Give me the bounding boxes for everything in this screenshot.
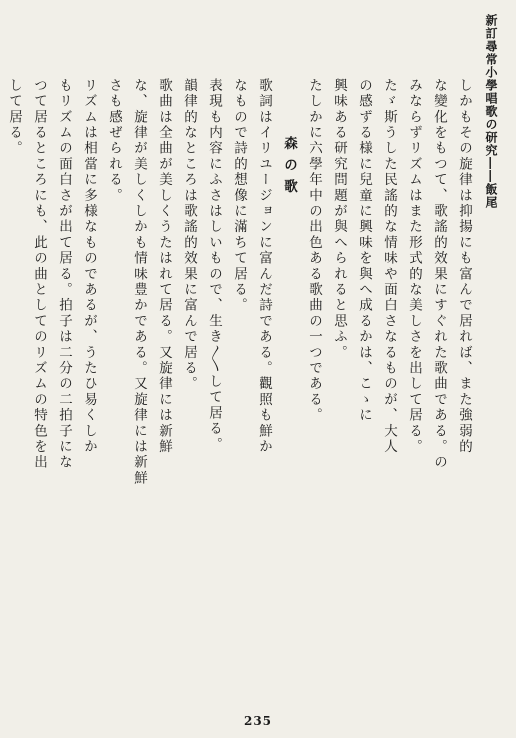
body-text [6,78,476,698]
text-line: 韻律的なところは歌謠的效果に富んで居る。 [181,78,197,392]
text-line: さも感ぜられる。 [106,78,122,204]
text-line: もリズムの面白さが出て居る。拍子は二分の二拍子にな [56,78,72,471]
text-line: なもので詩的想像に滿ちて居る。 [231,78,247,314]
text-line: たしかに六學年中の出色ある歌曲の一つである。 [306,78,322,424]
text-line: の感ずる様に兒童に興味を與へ成るかは、こゝに [356,78,372,424]
section-heading: 森の歌 [281,136,297,201]
text-line: して居る。 [6,78,22,157]
text-line: みならずリズムはまた形式的な美しさを出して居る。 [406,78,422,455]
text-line [0,78,1,698]
text-line: リズムは相當に多様なものであるが、うたひ易くしか [81,78,97,455]
text-line: 歌曲は全曲が美しくうたはれて居る。又旋律には新鮮 [156,78,172,455]
text-line: つて居るところにも、此の曲としてのリズムの特色を出 [31,78,47,471]
page-number: 235 [243,714,273,728]
text-line: しかもその旋律は抑揚にも富んで居れば、また強弱的 [456,78,472,455]
text-line: 表現も内容にふさはしいもので、生き〳〵して居る。 [206,78,222,453]
text-line: 歌詞はイリユージョンに富んだ詩である。觀照も鮮か [256,78,272,455]
text-line: な、旋律が美しくしかも情味豊かである。又旋律には新鮮 [131,78,147,487]
text-line: な變化をもつて、歌謠的效果にすぐれた歌曲である。の [431,78,447,471]
text-line: 興味ある研究問題が與へられると思ふ。 [331,78,347,361]
running-header: 新訂尋常小學唱歌の研究――飯尾 [484,14,498,209]
text-line: たゞ斯うした民謠的な情味や面白さなるものが、大人 [381,78,397,455]
